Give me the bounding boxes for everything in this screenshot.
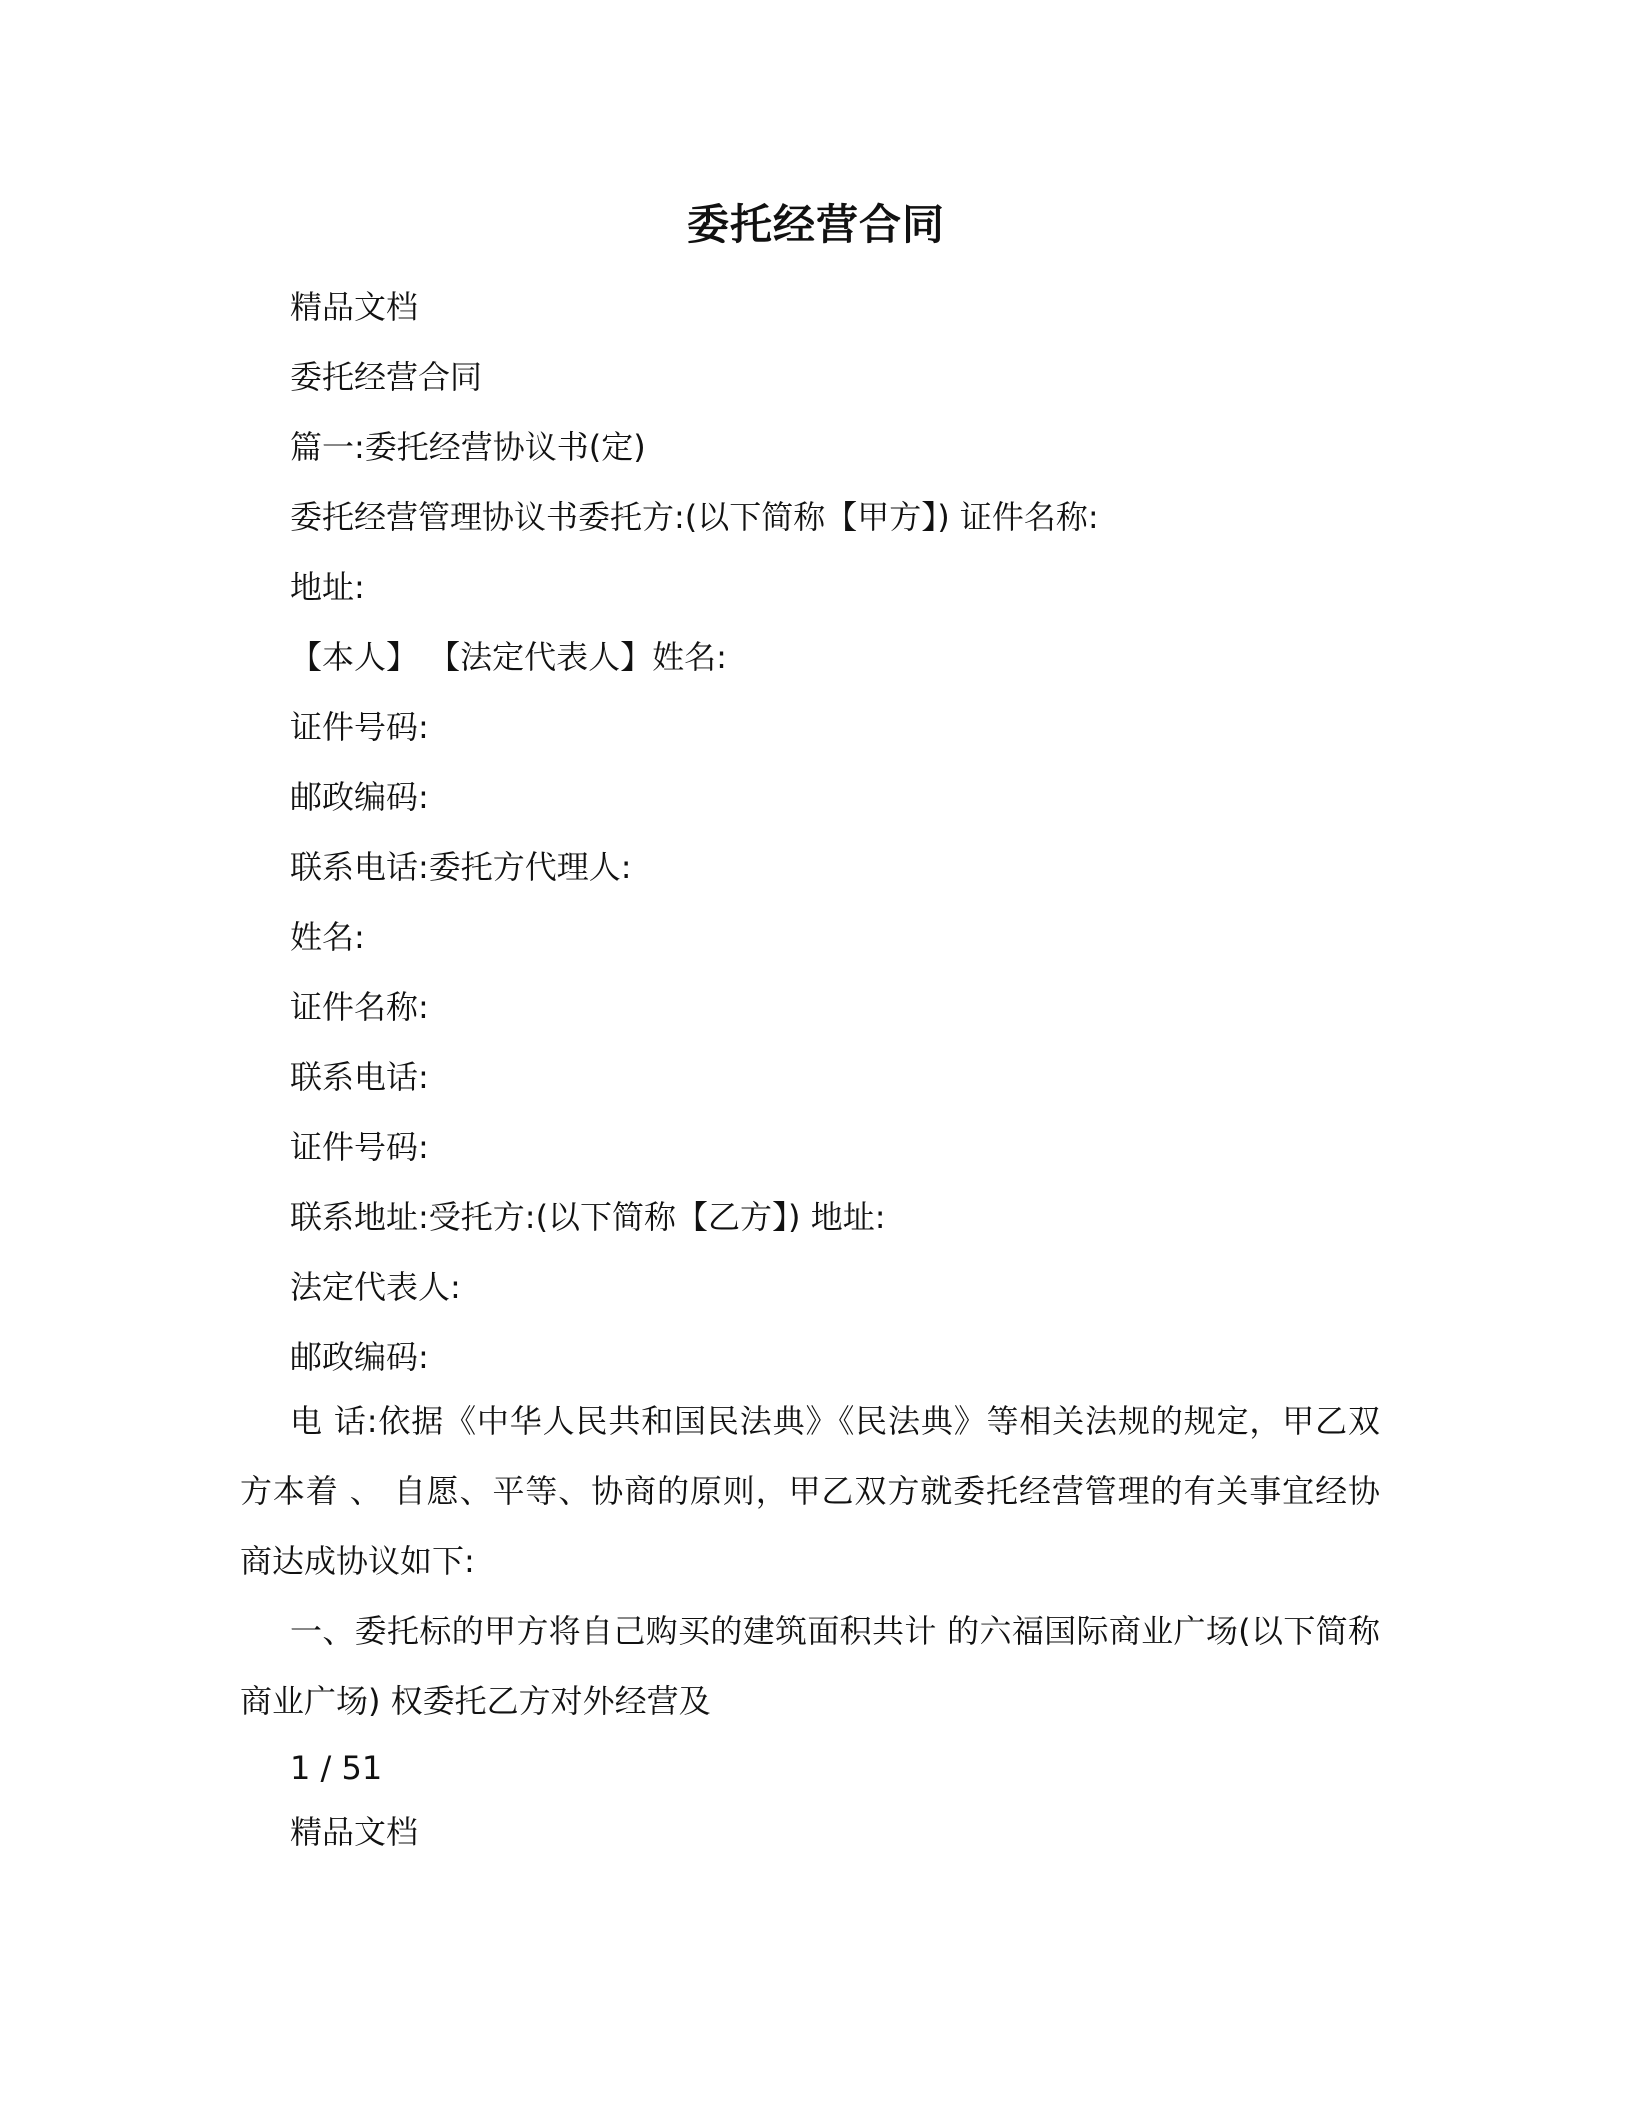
paragraph-clause-one: 一、委托标的甲方将自己购买的建筑面积共计 的六福国际商业广场(以下简称商业广场) 权委托乙方对外经营及 — [240, 1612, 1380, 1720]
text-line: 精品文档 — [290, 288, 419, 326]
page-number: 1 / 51 — [290, 1749, 383, 1787]
document-title: 委托经营合同 — [686, 200, 945, 249]
text-line: 联系电话:委托方代理人: — [290, 848, 632, 886]
text-line: 邮政编码: — [290, 778, 429, 816]
text-line: 篇一:委托经营协议书(定) — [290, 428, 646, 466]
text-line: 法定代表人: — [290, 1268, 461, 1306]
text-line: 委托经营合同 — [290, 358, 483, 396]
text-line: 证件号码: — [290, 708, 429, 746]
text-line: 地址: — [290, 568, 365, 606]
page-footer — [290, 1736, 418, 1864]
text-line: 证件号码: — [290, 1128, 429, 1166]
text-line: 证件名称: — [290, 988, 429, 1026]
footer-watermark-text: 精品文档 — [290, 1813, 419, 1851]
header-fields — [290, 272, 1400, 1392]
text-line: 联系电话: — [290, 1058, 429, 1096]
text-line: 姓名: — [290, 918, 365, 956]
text-line: 邮政编码: — [290, 1338, 429, 1376]
text-line: 委托经营管理协议书委托方:(以下简称【甲方】) 证件名称: — [290, 498, 1099, 536]
paragraph-basis: 电 话:依据《中华人民共和国民法典》《民法典》等相关法规的规定，甲乙双方本着 、 自愿、平等、协商的原则，甲乙双方就委托经营管理的有关事宜经协商达成协议如下: — [240, 1402, 1380, 1580]
text-line: 联系地址:受托方:(以下简称【乙方】) 地址: — [290, 1198, 886, 1236]
text-line: 【本人】 【法定代表人】姓名: — [290, 638, 727, 676]
